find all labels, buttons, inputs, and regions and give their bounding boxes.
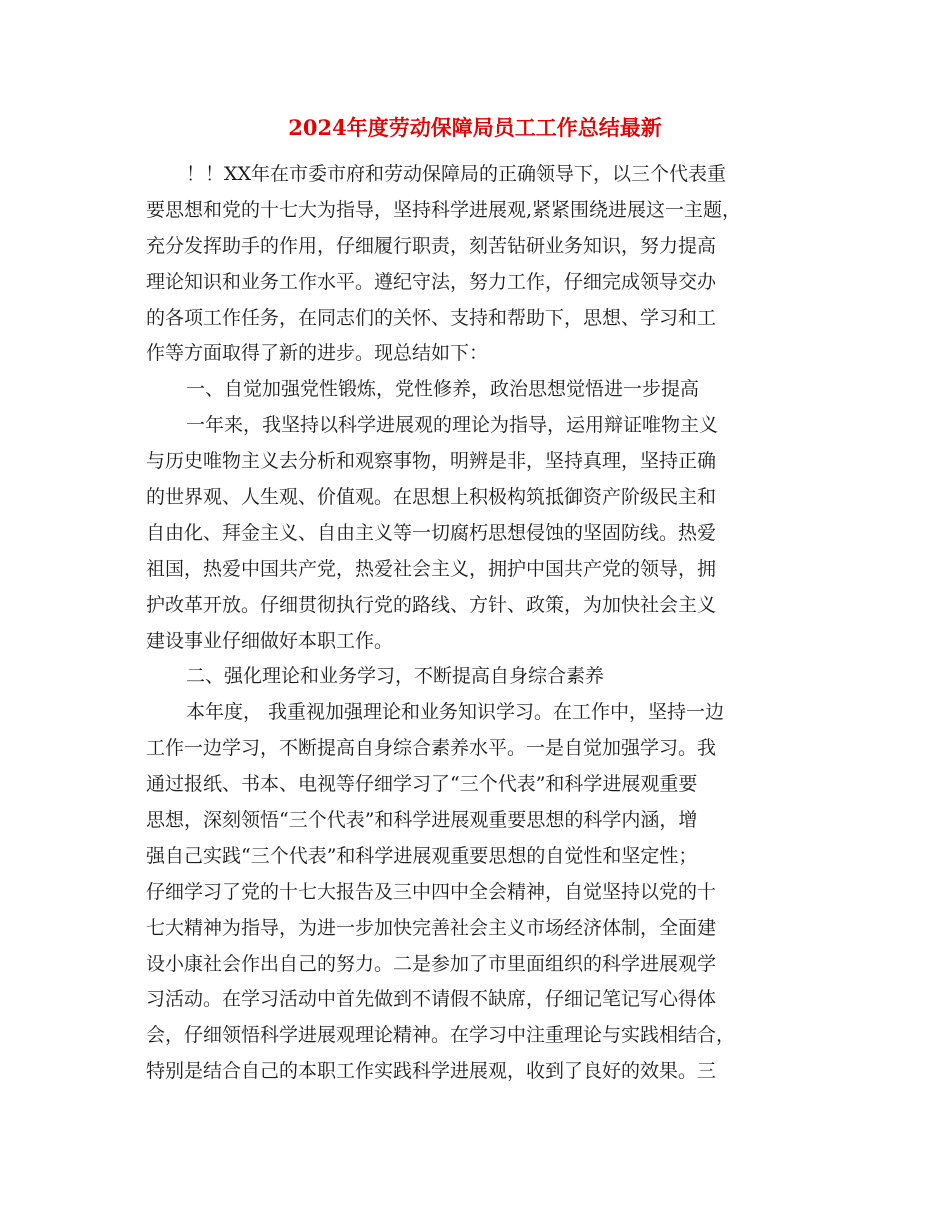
body-text-line: 一、自觉加强党性锻炼，党性修养，政治思想觉悟进一步提高: [186, 378, 700, 401]
body-text-line: 一年来，我坚持以科学进展观的理论为指导，运用辩证唯物主义: [186, 414, 719, 437]
body-text-line: 建设事业仔细做好本职工作。: [146, 629, 394, 652]
body-text-line: 设小康社会作出自己的努力。二是参加了市里面组织的科学进展观学: [146, 952, 717, 975]
body-text-line: 的各项工作任务，在同志们的关怀、支持和帮助下，思想、学习和工: [146, 306, 717, 329]
document-title: 2024年度劳动保障局员工工作总结最新: [288, 115, 662, 140]
body-text-line: 特别是结合自己的本职工作实践科学进展观，收到了良好的效果。三: [146, 1060, 717, 1083]
body-text-line: 习活动。在学习活动中首先做到不请假不缺席，仔细记笔记写心得体: [146, 988, 717, 1011]
body-text-line: 二、强化理论和业务学习，不断提高自身综合素养: [186, 665, 605, 688]
body-text-line: 工作一边学习，不断提高自身综合素养水平。一是自觉加强学习。我: [146, 737, 717, 760]
body-text-line: 理论知识和业务工作水平。遵纪守法，努力工作，仔细完成领导交办: [146, 270, 717, 293]
body-text-line: 通过报纸、书本、电视等仔细学习了“三个代表”和科学进展观重要: [146, 773, 698, 796]
body-text-line: 充分发挥助手的作用，仔细履行职责，刻苦钻研业务知识，努力提高: [146, 234, 717, 257]
body-text-line: 与历史唯物主义去分析和观察事物，明辨是非，坚持真理，坚持正确: [146, 450, 717, 473]
body-text-line: 的世界观、人生观、价值观。在思想上积极构筑抵御资产阶级民主和: [146, 486, 717, 509]
body-text-line: 七大精神为指导，为进一步加快完善社会主义市场经济体制，全面建: [146, 916, 717, 939]
body-text-line: 强自己实践“三个代表”和科学进展观重要思想的自觉性和坚定性；: [146, 844, 698, 867]
body-text-line: 自由化、拜金主义、自由主义等一切腐朽思想侵蚀的坚固防线。热爱: [146, 521, 717, 544]
body-text-line: 仔细学习了党的十七大报告及三中四中全会精神，自觉坚持以党的十: [146, 880, 717, 903]
document-body: [146, 157, 806, 1090]
body-text-line: 思想，深刻领悟“三个代表”和科学进展观重要思想的科学内涵，增: [146, 809, 698, 832]
body-text-line: 护改革开放。仔细贯彻执行党的路线、方针、政策，为加快社会主义: [146, 593, 717, 616]
body-text-line: ！！XX年在市委市府和劳动保障局的正确领导下，以三个代表重: [186, 163, 727, 185]
body-text-line: 会，仔细领悟科学进展观理论精神。在学习中注重理论与实践相结合，: [146, 1024, 736, 1047]
body-text-line: 本年度， 我重视加强理论和业务知识学习。在工作中，坚持一边: [186, 701, 725, 724]
body-text-line: 祖国，热爱中国共产党，热爱社会主义，拥护中国共产党的领导，拥: [146, 557, 717, 580]
body-text-line: 作等方面取得了新的进步。现总结如下：: [146, 342, 489, 365]
body-text-line: 要思想和党的十七大为指导，坚持科学进展观,紧紧围绕进展这一主题，: [146, 198, 742, 221]
